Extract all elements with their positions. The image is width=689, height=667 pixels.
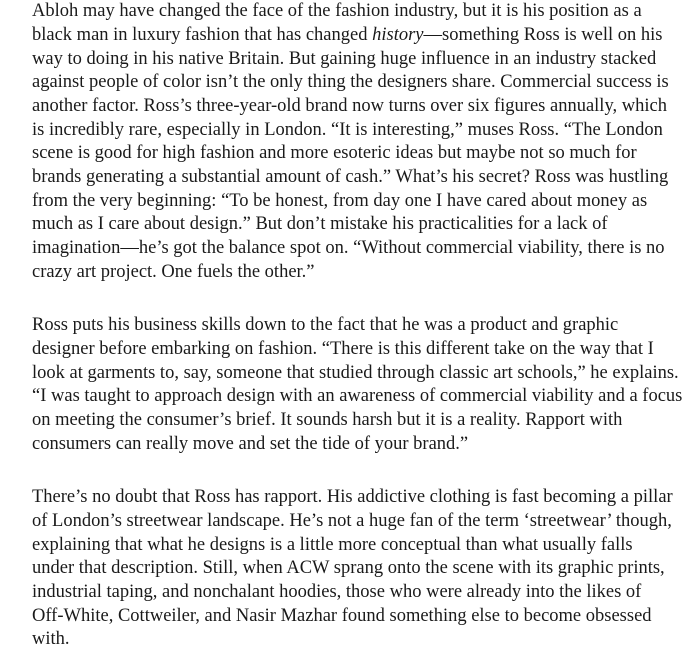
paragraph-2-line-2: designer before embarking on fashion. “There is this different take on the way that I: [32, 339, 654, 359]
paragraph-1-line-9: from the very beginning: “To be honest, from day one I have cared about money as: [32, 190, 648, 211]
paragraph-2-line-4: “I was taught to approach design with an awareness of commercial viability and a focus: [32, 386, 683, 406]
paragraph-1-line-1: Abloh may have changed the face of the fashion industry, but it is his position as a: [32, 1, 642, 21]
paragraph-2-line-3: look at garments to, say, someone that studied through classic art schools,” he explains.: [32, 362, 679, 383]
paragraph-1-line-6: is incredibly rare, especially in London. “It is interesting,” muses Ross. “The London: [32, 119, 663, 140]
paragraph-3-line-1: There’s no doubt that Ross has rapport. His addictive clothing is fast becoming a pillar: [32, 487, 673, 507]
paragraph-1-line-12: crazy art project. One fuels the other.”: [32, 261, 315, 282]
paragraph-1-line-7: scene is good for high fashion and more esoteric ideas but maybe not so much for: [32, 143, 637, 163]
paragraph-1-line-3: way to doing in his native Britain. But gaining huge influence in an industry stacked: [32, 48, 657, 69]
paragraph-1-line-4: against people of color isn’t the only thing the designers share. Commercial success is: [32, 72, 669, 92]
paragraph-3-line-4: under that description. Still, when ACW sprang onto the scene with its graphic prints,: [32, 558, 665, 578]
paragraph-3-line-7: with.: [32, 629, 70, 649]
paragraph-1-line-8: brands generating a substantial amount of cash.” What’s his secret? Ross was hustling: [32, 167, 669, 187]
paragraph-1-line-5: another factor. Ross’s three-year-old brand now turns over six figures annually, which: [32, 96, 667, 116]
paragraph-2-line-6: consumers can really move and set the tide of your brand.”: [32, 433, 469, 454]
paragraph-3-line-3: explaining that what he designs is a little more conceptual than what usually falls: [32, 534, 633, 555]
emphasis-history: history: [372, 25, 424, 45]
paragraph-3-line-5: industrial taping, and nonchalant hoodies, those who were already into the likes of: [32, 582, 642, 602]
paragraph-3-line-2: of London’s streetwear landscape. He’s not a huge fan of the term ‘streetwear’ though,: [32, 511, 672, 531]
paragraph-1-line-10: much as I care about design.” But don’t mistake his practicalities for a lack of: [32, 214, 608, 234]
paragraph-2-line-1: Ross puts his business skills down to the fact that he was a product and graphic: [32, 315, 619, 335]
paragraph-3-line-6: Off-White, Cottweiler, and Nasir Mazhar found something else to become obsessed: [32, 605, 652, 626]
paragraph-1-line-2: black man in luxury fashion that has changed history—something Ross is well on his: [32, 25, 663, 45]
paragraph-2-line-5: on meeting the consumer’s brief. It sounds harsh but it is a reality. Rapport with: [32, 410, 623, 430]
paragraph-1-line-11: imagination—he’s got the balance spot on. “Without commercial viability, there is no: [32, 238, 665, 258]
